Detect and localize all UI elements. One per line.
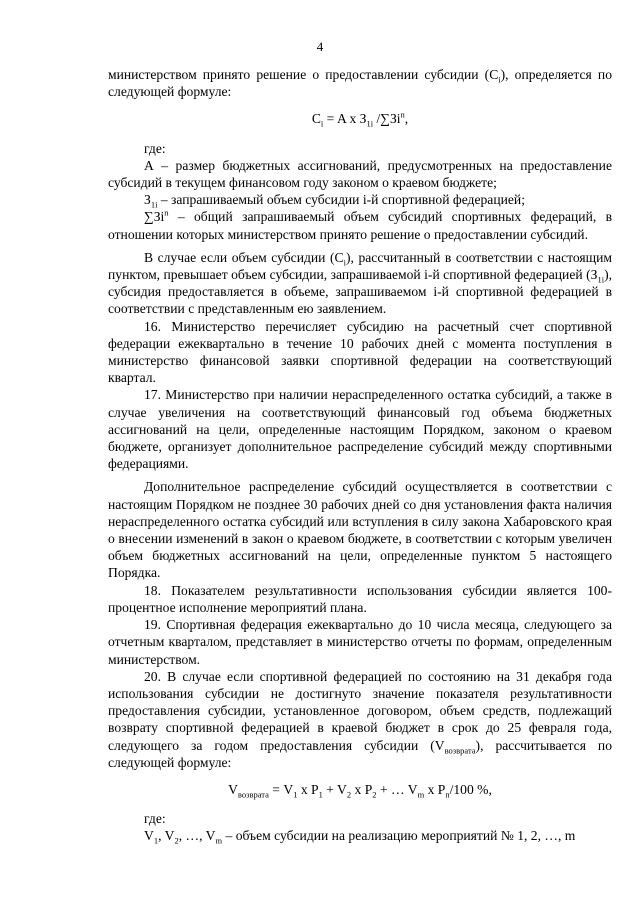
document-body: [108, 66, 612, 845]
page-number: 4: [316, 39, 324, 54]
where-label: где:: [144, 140, 166, 156]
definition-a: А – размер бюджетных ассигнований, предусмотренных на предоставление субсидий в текущем финансовом году законом о краевом бюджете;: [108, 157, 612, 191]
where-label-2: где:: [144, 811, 166, 827]
definition-v: $V_1$, $V_2$, …, $V_m$ – объем субсидии на реализацию мероприятий № 1, 2, …, m: [144, 828, 576, 847]
paragraph-17-additional: Дополнительное распределение субсидий осуществляется в соответствии с настоящим Порядком не позднее 30 рабочих дней со дня установления факта наличия нераспределенного остатка субсидий или вступления в силу закона Хабаровского края о внесении изменений в закон о краевом бюджете, в соответствии с которым увеличен объем бюджетных ассигнований на цели, определенные пунктом 5 настоящего Порядка.: [108, 479, 612, 581]
definition-z: $З_{1i}$ – запрашиваемый объем субсидии i-й спортивной федерацией;: [144, 192, 525, 210]
paragraph-case: В случае если объем субсидии $(C_i)$, рассчитанный в соответствии с настоящим пунктом, превышает объем субсидии, запрашиваемой i-й спортивной федерацией $(З_{1i})$, субсидия предоставляется в объеме, запрашиваемом i-й спортивной федерацией в соответствии с представленным ею заявлением.: [108, 249, 612, 317]
paragraph-18: 18. Показателем результативности использования субсидии является 100-процентное исполнение мероприятий плана.: [108, 582, 612, 615]
intro-paragraph: министерством принято решение о предоставлении субсидии $(C_i)$, определяется по следующей формуле:: [108, 67, 612, 100]
subsidy-formula: $C_i = A$ x $З_{1i}$ $/\sum Зi^n$,: [311, 109, 409, 130]
paragraph-20: 20. В случае если спортивной федерацией по состоянию на 31 декабря года использования субсидии не достигнуто значение показателя результативности предоставления субсидии, установленное договором, объем средств, подлежащий возврату спортивной федерацией в краевой бюджет в срок до 25 февраля года, следующего за годом предоставления субсидии $(V_{возврата})$, рассчитывается по следующей формуле:: [108, 668, 612, 770]
paragraph-16: 16. Министерство перечисляет субсидию на расчетный счет спортивной федерации ежеквартально в течение 10 рабочих дней с момента поступления в министерство финансовой заявки спортивной федерации на соответствующий квартал.: [108, 318, 612, 386]
definition-sum: $\sum Зi^n$ – общий запрашиваемый объем субсидий спортивных федераций, в отношении которых министерством принято решение о предоставлении субсидий.: [108, 207, 612, 242]
paragraph-19: 19. Спортивная федерация ежеквартально до 10 числа месяца, следующего за отчетным кварталом, представляет в министерство отчеты по формам, определенным министерством.: [108, 617, 612, 667]
refund-formula: $V_{возврата} = V_1$ x $P_1 + V_2$ x $P_2$ + … $V_m$ x $P_n/100$ %,: [228, 781, 492, 800]
paragraph-17: 17. Министерство при наличии нераспределенного остатка субсидий, а также в случае увеличения на соответствующий финансовый год объема бюджетных ассигнований на цели, определенные настоящим Порядком, законом о краевом бюджете, организует дополнительное распределение субсидий между спортивными федерациями.: [108, 387, 612, 472]
